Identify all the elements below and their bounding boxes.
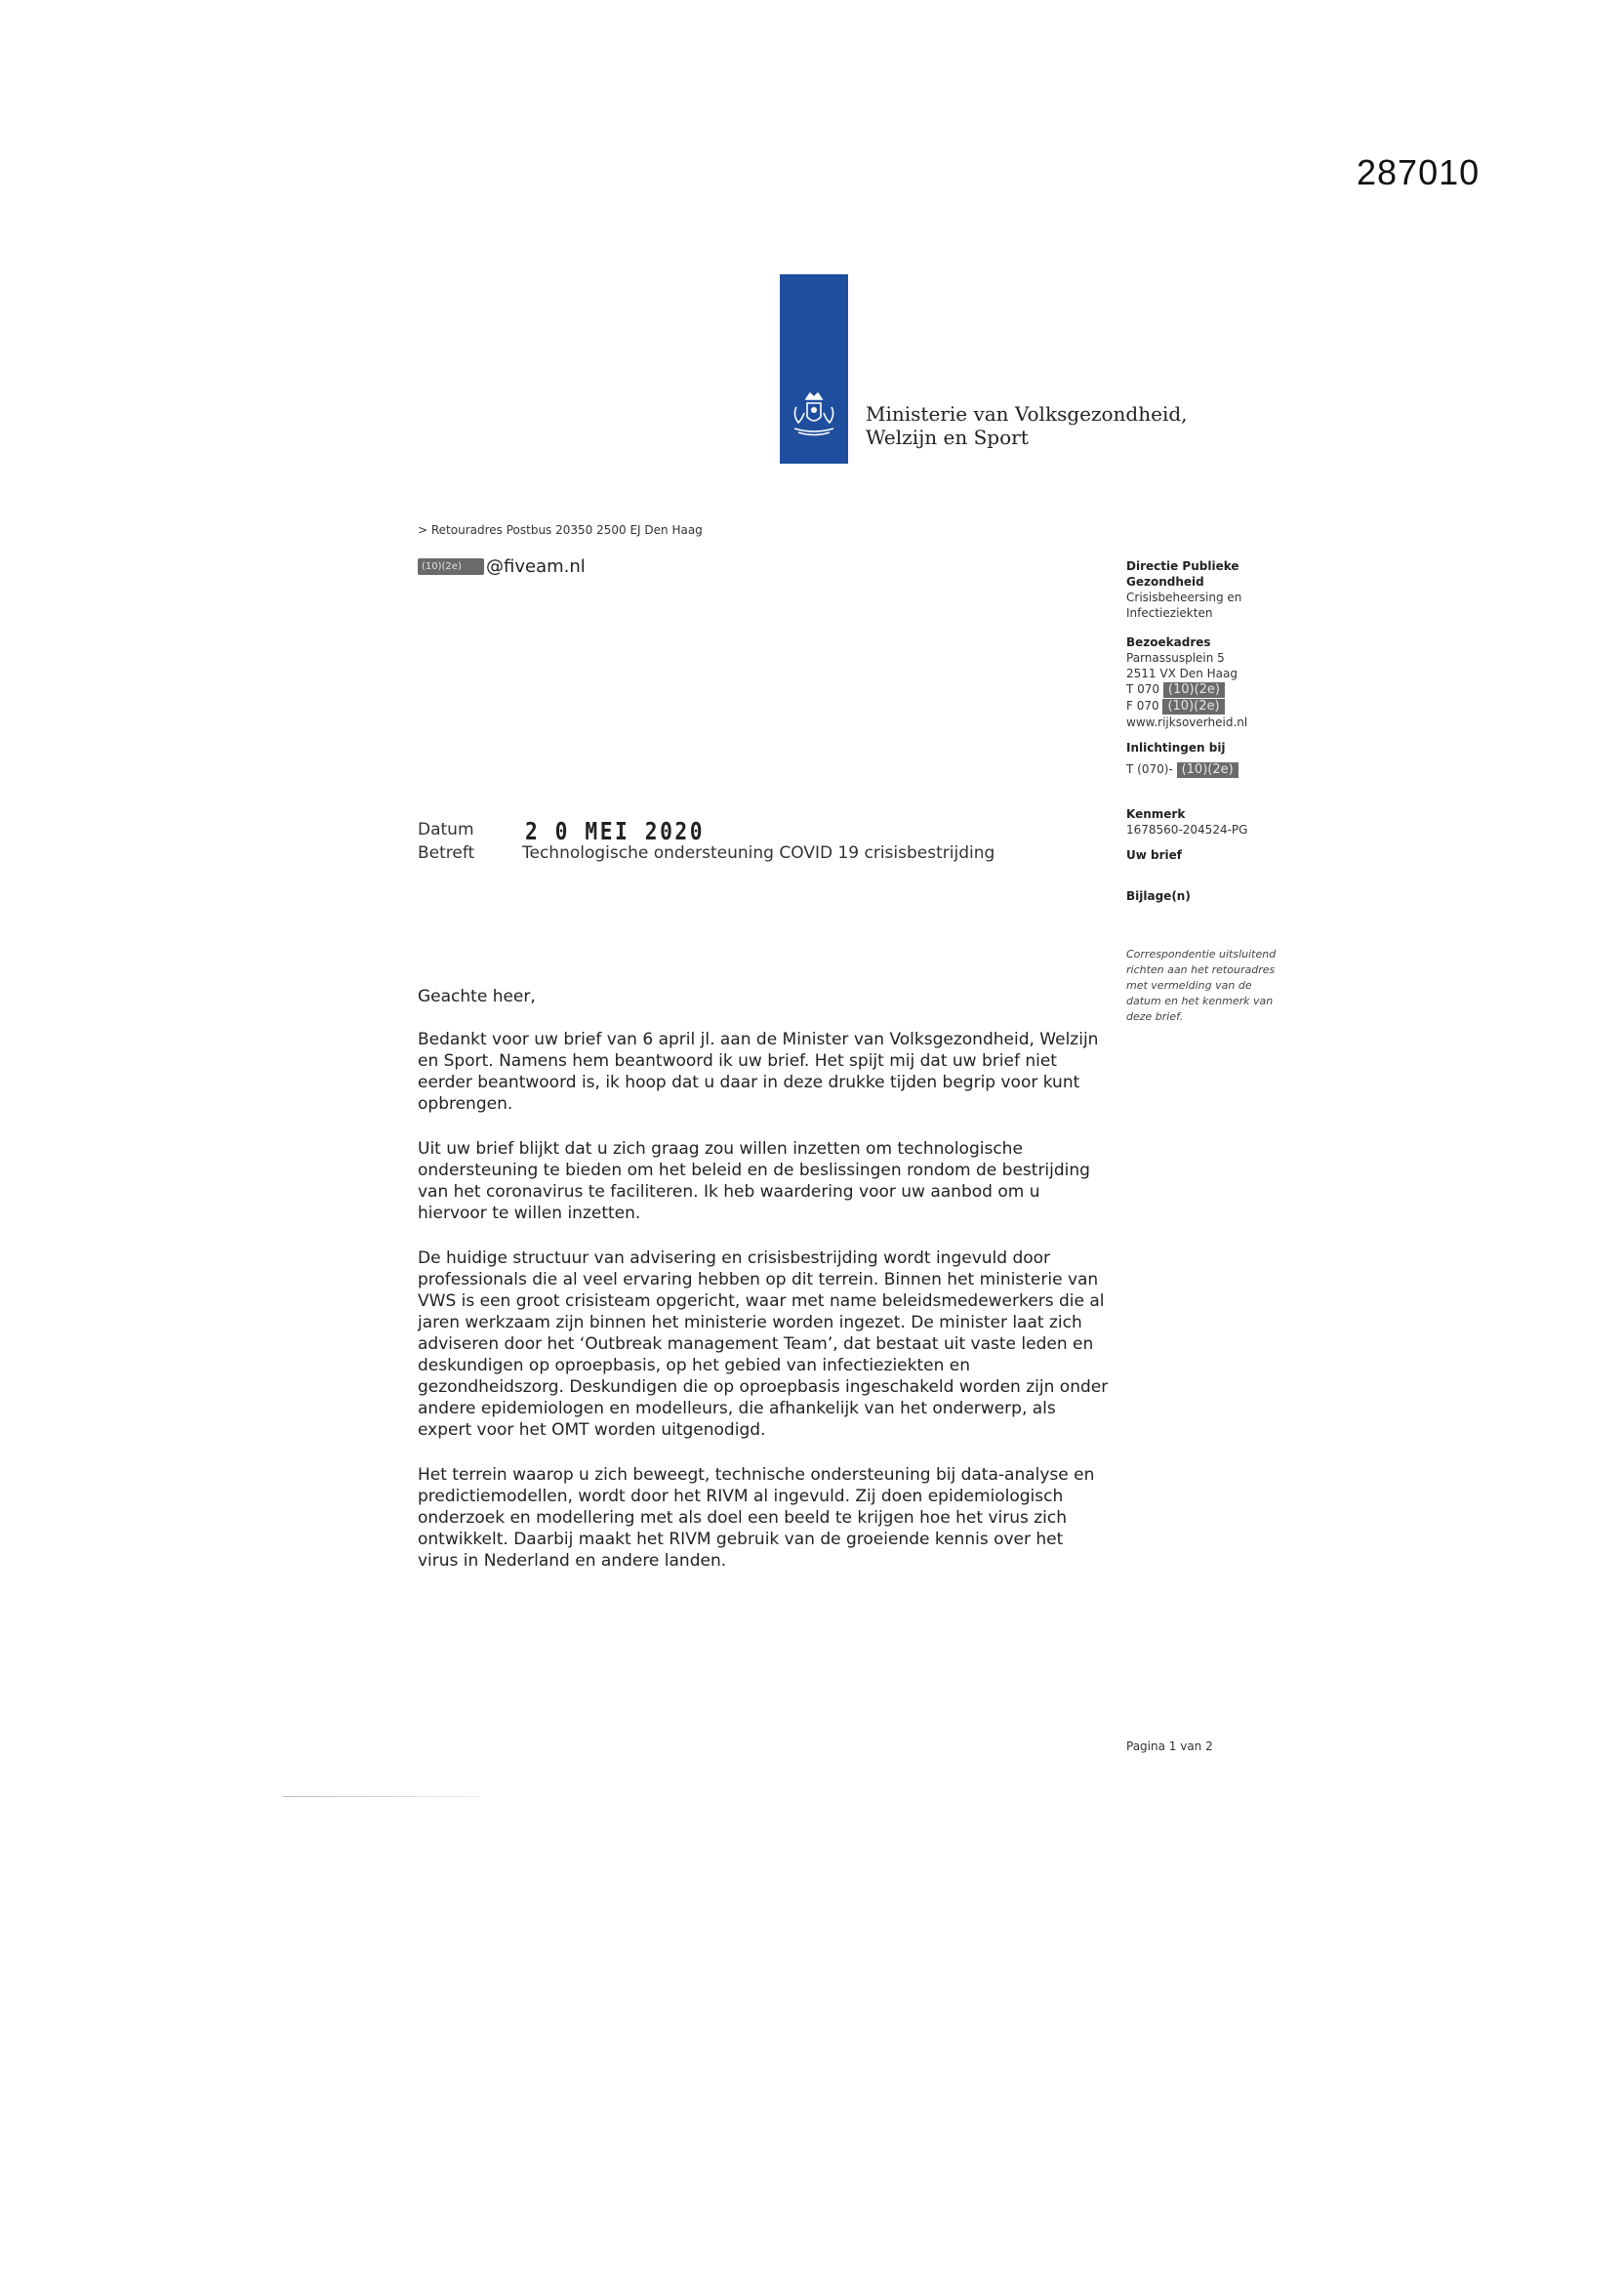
addressee	[418, 556, 586, 577]
paragraph-line: Uit uw brief blijkt dat u zich graag zou willen inzetten om technologische	[418, 1139, 1023, 1159]
royal-crest-icon	[789, 389, 839, 438]
reference-value: 1678560-204524-PG	[1126, 823, 1248, 837]
fax-line	[1126, 698, 1247, 715]
paragraph-line: VWS is een groot crisisteam opgericht, waar met name beleidsmedewerkers die al	[418, 1291, 1105, 1311]
phone-redaction: (10)(2e)	[1163, 682, 1225, 698]
paragraph-line: eerder beantwoord is, ik hoop dat u daar in deze drukke tijden begrip voor kunt	[418, 1073, 1080, 1092]
visit-address-heading: Bezoekadres	[1126, 635, 1211, 649]
correspondence-note	[1126, 947, 1312, 1025]
date-label: Datum	[418, 820, 474, 839]
date-stamp: 2 0 MEI 2020	[525, 817, 706, 845]
attachments-heading: Bijlage(n)	[1126, 889, 1191, 903]
paragraph-line: onderzoek en modellering met als doel een beeld te krijgen hoe het virus zich	[418, 1508, 1068, 1528]
subject-value: Technologische ondersteuning COVID 19 crisisbestrijding	[522, 843, 995, 863]
paragraph-line: adviseren door het ‘Outbreak management Team’, dat bestaat uit vaste leden en	[418, 1334, 1094, 1354]
your-letter-heading: Uw brief	[1126, 848, 1182, 862]
salutation: Geachte heer,	[418, 987, 536, 1006]
visit-street: Parnassusplein 5	[1126, 651, 1225, 665]
government-logo-bar	[780, 274, 848, 464]
paragraph-line: deskundigen op oproepbasis, op het gebied van infectieziekten en	[418, 1356, 971, 1375]
phone-line	[1126, 681, 1247, 698]
visit-city: 2511 VX Den Haag	[1126, 667, 1238, 680]
sidebar-visit-address	[1126, 634, 1247, 730]
paragraph-line: en Sport. Namens hem beantwoord ik uw brief. Het spijt mij dat uw brief niet	[418, 1051, 1057, 1071]
department-sub-line1: Crisisbeheersing en	[1126, 591, 1242, 604]
paragraph-line: jaren werkzaam zijn binnen het ministerie worden ingezet. De minister laat zich	[418, 1313, 1082, 1332]
note-line: datum en het kenmerk van	[1126, 995, 1274, 1007]
paragraph-line: De huidige structuur van advisering en crisisbestrijding wordt ingevuld door	[418, 1248, 1051, 1268]
note-line: richten aan het retouradres	[1126, 963, 1276, 976]
information-heading: Inlichtingen bij	[1126, 741, 1226, 755]
department-sub-line2: Infectieziekten	[1126, 606, 1213, 620]
paragraph-line: van het coronavirus te faciliteren. Ik heb waardering voor uw aanbod om u	[418, 1182, 1040, 1202]
paragraph-line: ontwikkelt. Daarbij maakt het RIVM gebruik van de groeiende kennis over het	[418, 1530, 1064, 1549]
ministry-name-line2: Welzijn en Sport	[866, 426, 1029, 449]
return-address: > Retouradres Postbus 20350 2500 EJ Den Haag	[418, 523, 703, 537]
note-line: met vermelding van de	[1126, 979, 1252, 992]
redaction-block: (10)(2e)	[418, 558, 484, 575]
department-name-line2: Gezondheid	[1126, 575, 1204, 589]
paragraph	[418, 1029, 1120, 1115]
fax-prefix: F 070	[1126, 699, 1159, 713]
subject-label: Betreft	[418, 843, 475, 863]
fax-redaction: (10)(2e)	[1162, 699, 1224, 715]
information-phone-prefix: T (070)-	[1126, 762, 1173, 776]
paragraph-line: gezondheidszorg. Deskundigen die op oproepbasis ingeschakeld worden zijn onder	[418, 1377, 1109, 1397]
fold-mark-divider	[283, 1796, 478, 1797]
paragraph-line: Bedankt voor uw brief van 6 april jl. aan de Minister van Volksgezondheid, Welzijn	[418, 1030, 1099, 1049]
page-number: Pagina 1 van 2	[1126, 1739, 1213, 1753]
paragraph-line: andere epidemiologen en modelleurs, die afhankelijk van het onderwerp, als	[418, 1399, 1056, 1418]
note-line: deze brief.	[1126, 1010, 1184, 1023]
website-link[interactable]: www.rijksoverheid.nl	[1126, 716, 1248, 729]
ministry-name-line1: Ministerie van Volksgezondheid,	[866, 402, 1188, 426]
phone-prefix: T 070	[1126, 682, 1160, 696]
information-phone-redaction: (10)(2e)	[1177, 762, 1238, 778]
department-name-line1: Directie Publieke	[1126, 559, 1239, 573]
paragraph-line: expert voor het OMT worden uitgenodigd.	[418, 1420, 766, 1440]
paragraph	[418, 1464, 1120, 1572]
document-number: 287010	[1357, 152, 1481, 192]
paragraph-line: ondersteuning te bieden om het beleid en de beslissingen rondom de bestrijding	[418, 1161, 1090, 1180]
paragraph-line: Het terrein waarop u zich beweegt, technische ondersteuning bij data-analyse en	[418, 1465, 1095, 1485]
sidebar-information	[1126, 740, 1238, 778]
sidebar-department	[1126, 558, 1241, 621]
paragraph-line: virus in Nederland en andere landen.	[418, 1551, 727, 1571]
paragraph-line: professionals die al veel ervaring hebben op dit terrein. Binnen het ministerie van	[418, 1270, 1099, 1289]
reference-heading: Kenmerk	[1126, 807, 1186, 821]
sidebar-reference	[1126, 806, 1247, 904]
paragraph	[418, 1138, 1120, 1224]
paragraph	[418, 1247, 1120, 1441]
paragraph-line: predictiemodellen, wordt door het RIVM al ingevuld. Zij doen epidemiologisch	[418, 1487, 1064, 1506]
paragraph-line: opbrengen.	[418, 1094, 513, 1114]
paragraph-line: hiervoor te willen inzetten.	[418, 1204, 641, 1223]
information-phone-line	[1126, 761, 1238, 778]
note-line: Correspondentie uitsluitend	[1126, 948, 1277, 961]
ministry-name	[866, 402, 1188, 449]
addressee-email-suffix: @fiveam.nl	[486, 556, 586, 577]
